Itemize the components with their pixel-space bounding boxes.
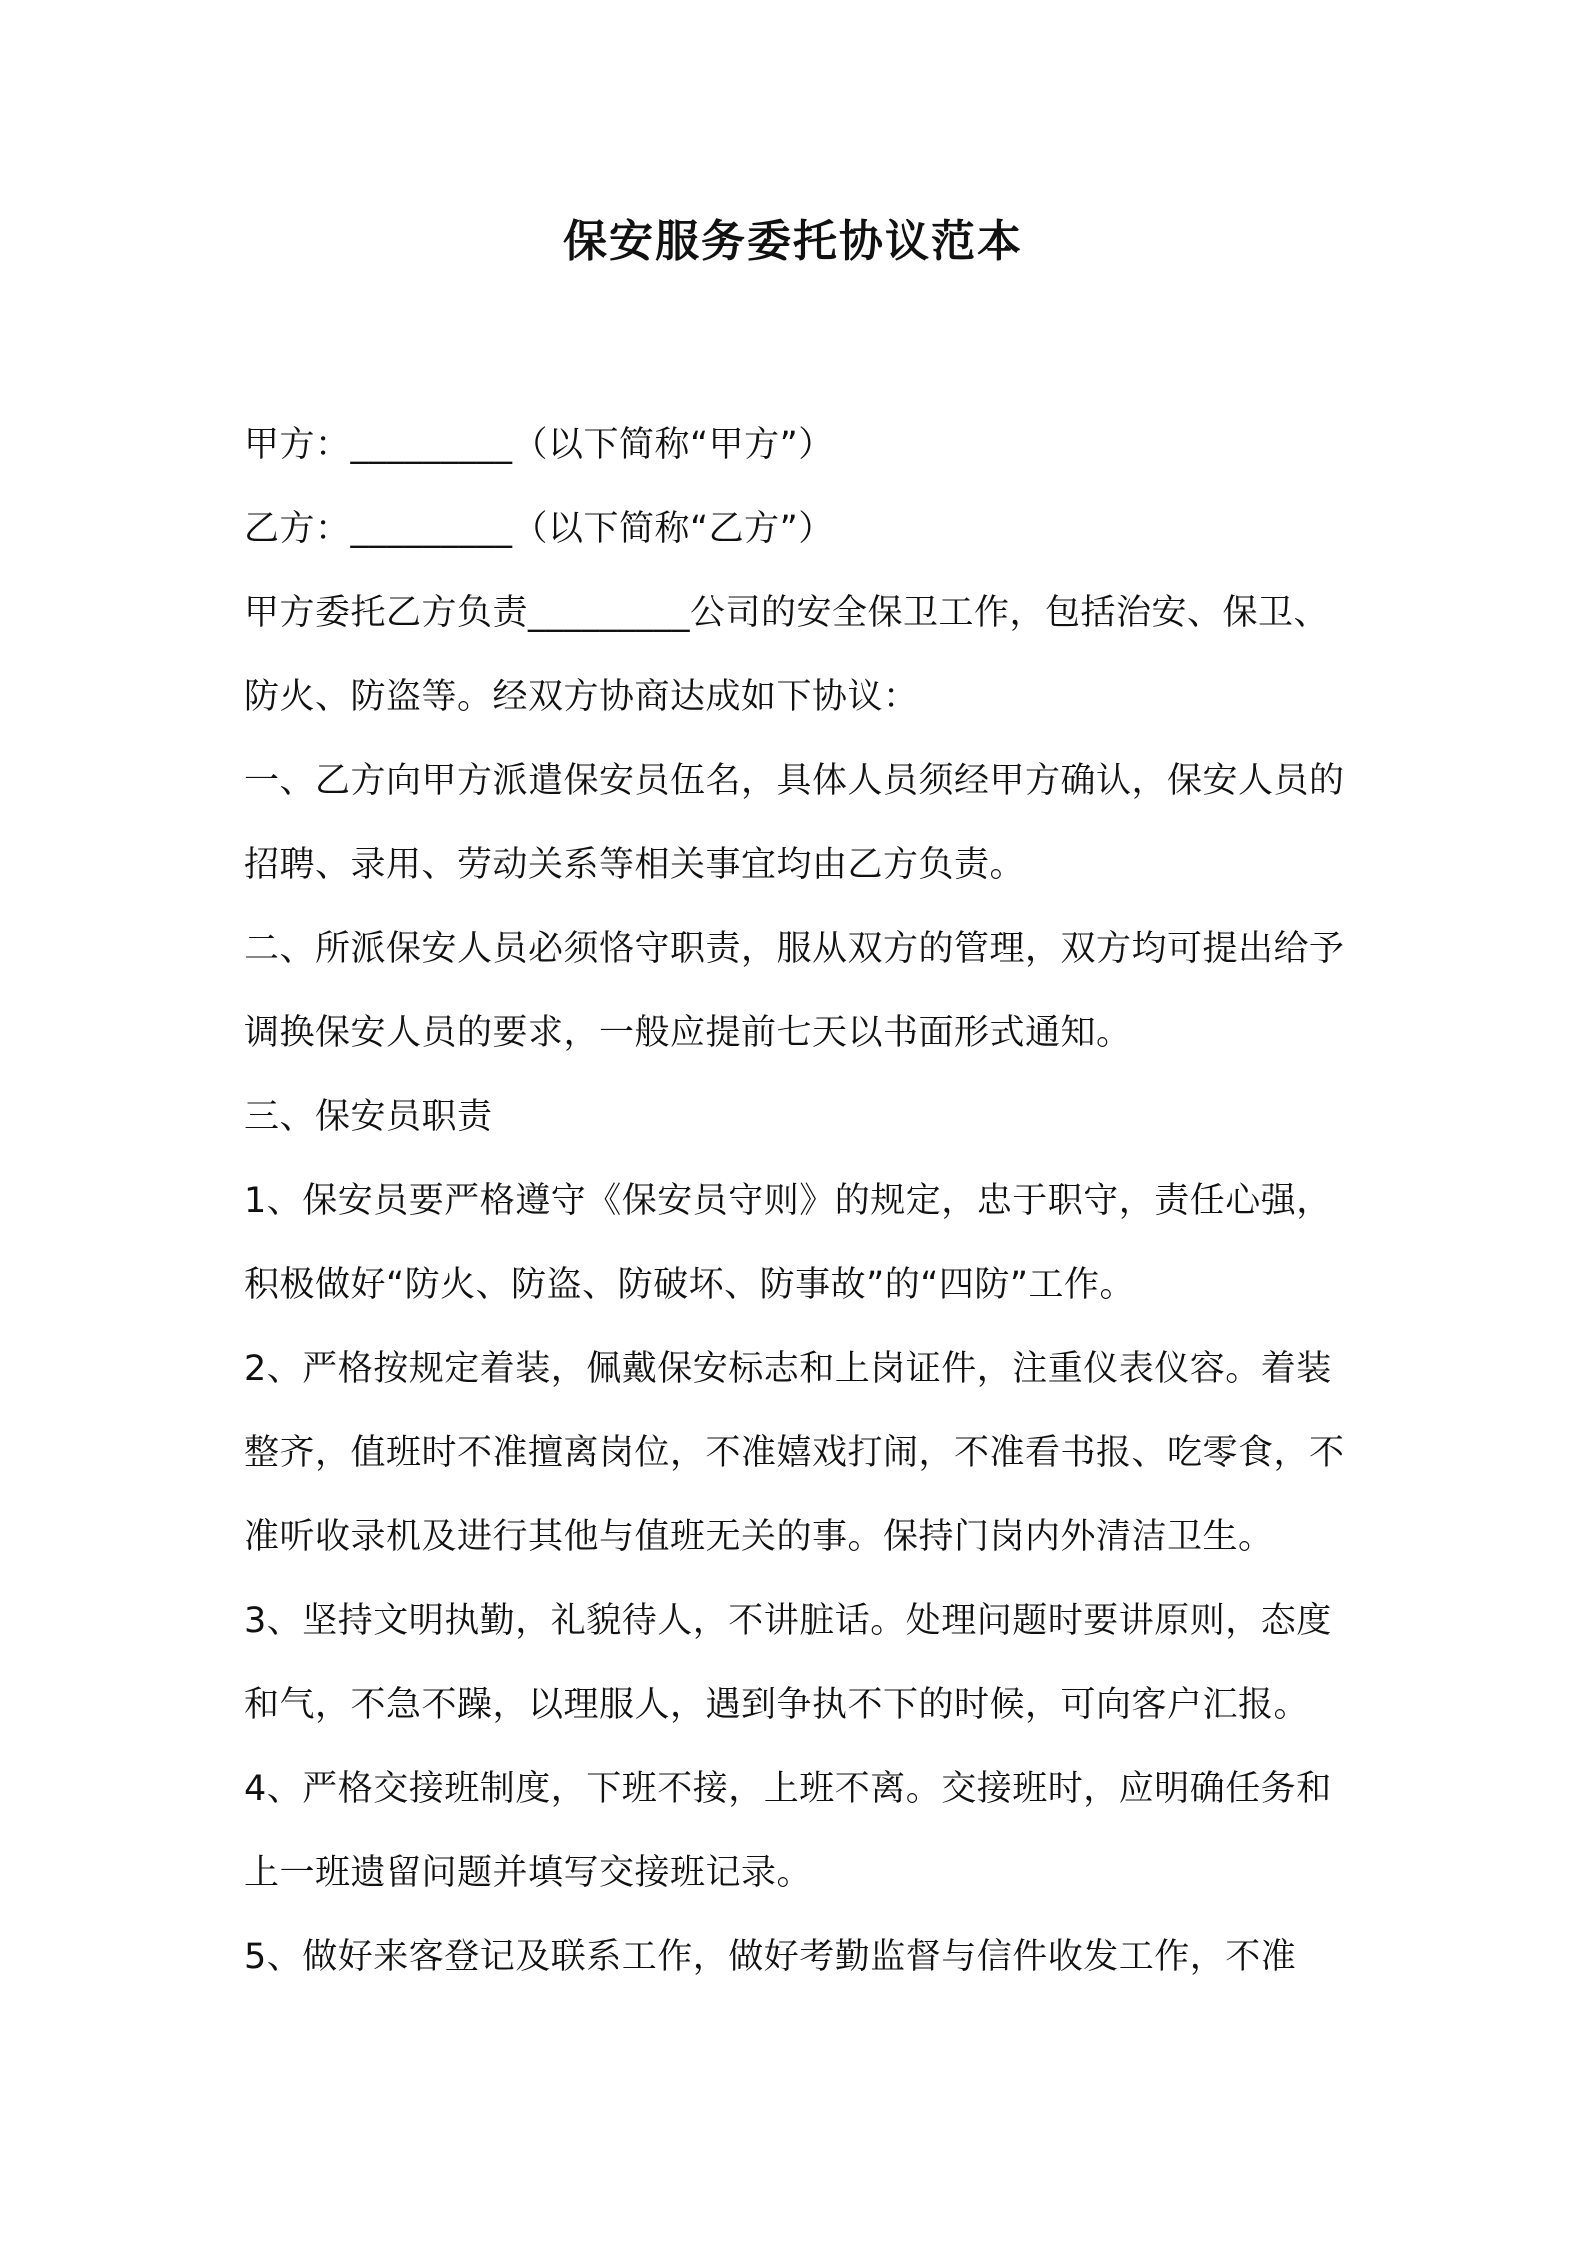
duty-item-1: 1、保安员要严格遵守《保安员守则》的规定，忠于职守，责任心强，积极做好“防火、防盗、防破坏、防事故”的“四防”工作。 [244, 1181, 1332, 1305]
party-b-line: 乙方：_________（以下简称“乙方”） [244, 509, 834, 549]
party-a-line: 甲方：_________（以下简称“甲方”） [244, 425, 834, 465]
document-body [244, 403, 1364, 1999]
duty-item-2: 2、严格按规定着装，佩戴保安标志和上岗证件，注重仪表仪容。着装整齐，值班时不准擅离岗位，不准嬉戏打闹，不准看书报、吃零食，不准听收录机及进行其他与值班无关的事。保持门岗内外清洁卫生。 [244, 1349, 1345, 1557]
duty-item-5: 5、做好来客登记及联系工作，做好考勤监督与信件收发工作，不准 [244, 1937, 1297, 1977]
duty-item-3: 3、坚持文明执勤，礼貌待人，不讲脏话。处理问题时要讲原则，态度和气，不急不躁，以理服人，遇到争执不下的时候，可向客户汇报。 [244, 1601, 1332, 1725]
duty-item-4: 4、严格交接班制度，下班不接，上班不离。交接班时，应明确任务和上一班遗留问题并填写交接班记录。 [244, 1769, 1332, 1893]
document-title: 保安服务委托协议范本 [563, 216, 1023, 267]
clause-2: 二、所派保安人员必须恪守职责，服从双方的管理，双方均可提出给予调换保安人员的要求，一般应提前七天以书面形式通知。 [244, 929, 1345, 1053]
intro-paragraph: 甲方委托乙方负责_________公司的安全保卫工作，包括治安、保卫、防火、防盗等。经双方协商达成如下协议： [244, 593, 1330, 717]
clause-3-heading: 三、保安员职责 [244, 1097, 493, 1137]
clause-1: 一、乙方向甲方派遣保安员伍名，具体人员须经甲方确认，保安人员的招聘、录用、劳动关系等相关事宜均由乙方负责。 [244, 761, 1345, 885]
